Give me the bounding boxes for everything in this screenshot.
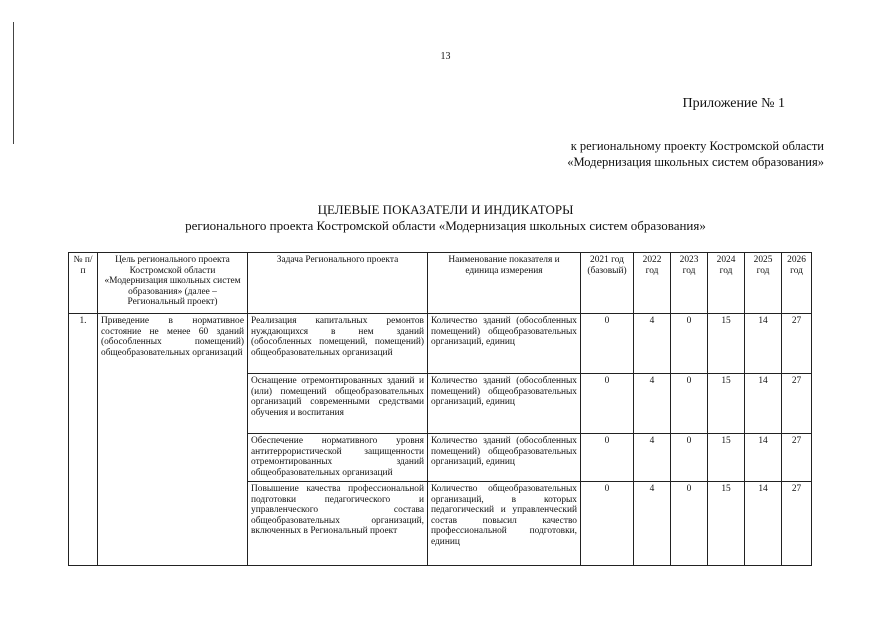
task-cell: Реализация капитальных ремонтов нуждающихся в нем зданий (обособленных помещений, помещений) общеобразовательных организаций <box>248 314 428 374</box>
task-cell: Повышение качества профессиональной подготовки педагогического и управленческого состава общеобразовательных организаций, включенных в Региональный проект <box>248 482 428 566</box>
row-number: 1. <box>69 314 98 566</box>
header-task: Задача Регионального проекта <box>248 253 428 314</box>
value-2021: 0 <box>581 374 634 434</box>
header-2022: 2022 год <box>634 253 671 314</box>
indicator-cell: Количество зданий (обособленных помещений) общеобразовательных организаций, единиц <box>428 434 581 482</box>
header-indicator: Наименование показателя и единица измерения <box>428 253 581 314</box>
header-2026: 2026 год <box>782 253 812 314</box>
heading-line-2: регионального проекта Костромской области «Модернизация школьных систем образования» <box>185 218 706 233</box>
value-2023: 0 <box>671 374 708 434</box>
indicator-cell: Количество общеобразовательных организаций, в которых педагогический и управленческий состав повысил качество профессиональной подготовки, единиц <box>428 482 581 566</box>
header-2024: 2024 год <box>708 253 745 314</box>
table-header-row <box>69 253 812 314</box>
value-2025: 14 <box>745 314 782 374</box>
table-row <box>69 314 812 374</box>
document-heading <box>0 202 891 234</box>
value-2025: 14 <box>745 434 782 482</box>
value-2021: 0 <box>581 482 634 566</box>
header-goal: Цель регионального проекта Костромской области «Модернизация школьных систем образования» (далее – Региональный проект) <box>98 253 248 314</box>
goal-cell: Приведение в нормативное состояние не менее 60 зданий (обособленных помещений) общеобразовательных организаций <box>98 314 248 566</box>
heading-line-1: ЦЕЛЕВЫЕ ПОКАЗАТЕЛИ И ИНДИКАТОРЫ <box>317 202 574 217</box>
value-2026: 27 <box>782 482 812 566</box>
header-2025: 2025 год <box>745 253 782 314</box>
value-2022: 4 <box>634 482 671 566</box>
value-2026: 27 <box>782 434 812 482</box>
value-2023: 0 <box>671 482 708 566</box>
value-2021: 0 <box>581 314 634 374</box>
value-2022: 4 <box>634 314 671 374</box>
value-2026: 27 <box>782 374 812 434</box>
value-2023: 0 <box>671 434 708 482</box>
value-2024: 15 <box>708 314 745 374</box>
value-2022: 4 <box>634 434 671 482</box>
task-cell: Оснащение отремонтированных зданий и (или) помещений общеобразовательных организаций современными средствами обучения и воспитания <box>248 374 428 434</box>
appendix-subtitle-line-2: «Модернизация школьных систем образования» <box>567 155 824 169</box>
indicators-table <box>68 252 812 566</box>
appendix-title: Приложение № 1 <box>682 96 785 111</box>
value-2025: 14 <box>745 374 782 434</box>
value-2023: 0 <box>671 314 708 374</box>
header-2021: 2021 год (базовый) <box>581 253 634 314</box>
indicator-cell: Количество зданий (обособленных помещений) общеобразовательных организаций, единиц <box>428 374 581 434</box>
value-2022: 4 <box>634 374 671 434</box>
indicator-cell: Количество зданий (обособленных помещений) общеобразовательных организаций, единиц <box>428 314 581 374</box>
appendix-subtitle <box>567 138 824 170</box>
value-2024: 15 <box>708 374 745 434</box>
value-2021: 0 <box>581 434 634 482</box>
task-cell: Обеспечение нормативного уровня антитеррористической защищенности отремонтированных зданий общеобразовательных организаций <box>248 434 428 482</box>
value-2026: 27 <box>782 314 812 374</box>
value-2025: 14 <box>745 482 782 566</box>
value-2024: 15 <box>708 482 745 566</box>
appendix-subtitle-line-1: к региональному проекту Костромской области <box>570 139 824 153</box>
header-num: № п/п <box>69 253 98 314</box>
header-2023: 2023 год <box>671 253 708 314</box>
value-2024: 15 <box>708 434 745 482</box>
binding-margin-line <box>13 22 14 144</box>
page-number: 13 <box>440 51 451 62</box>
